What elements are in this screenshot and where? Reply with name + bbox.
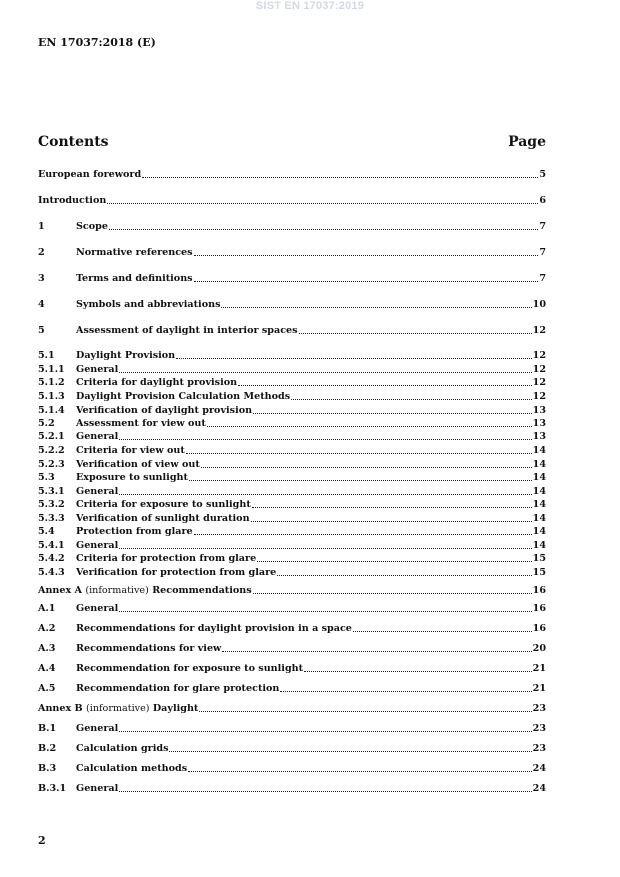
toc-entry-number: 5	[38, 325, 45, 336]
toc-entry-page: 20	[532, 643, 546, 654]
toc-entry[interactable]	[38, 524, 546, 537]
toc-entry-page: 14	[532, 513, 546, 524]
toc-entry-page: 10	[532, 299, 546, 310]
dot-leader	[277, 574, 531, 576]
toc-entry-page: 12	[532, 391, 546, 402]
toc-entry-page: 12	[532, 325, 546, 336]
toc-entry-title: Recommendations for view	[76, 643, 222, 654]
toc-entry[interactable]	[38, 403, 546, 416]
toc-entry-title: Verification of sunlight duration	[76, 513, 250, 524]
toc-entry-title: General	[76, 540, 119, 551]
watermark: SIST EN 17037:2019	[255, 0, 365, 12]
toc-entry-title: Scope	[76, 221, 108, 232]
toc-entry[interactable]	[38, 443, 546, 456]
dot-leader	[194, 254, 539, 256]
dot-leader	[238, 384, 532, 386]
toc-entry-page: 13	[532, 405, 546, 416]
toc-entry-title: Verification of view out	[76, 459, 200, 470]
dot-leader	[353, 630, 532, 632]
toc-entry-title: Assessment of daylight in interior spaces	[76, 325, 298, 336]
toc-entry-page: 24	[532, 783, 546, 794]
toc-entry-number: 2	[38, 247, 45, 258]
toc-entry-page: 7	[539, 247, 546, 258]
dot-leader	[119, 371, 531, 373]
toc-entry-title: Verification for protection from glare	[76, 567, 277, 578]
dot-leader	[280, 690, 531, 692]
toc-entry-page: 13	[532, 431, 546, 442]
toc-entry-title	[38, 703, 198, 714]
toc-entry[interactable]	[38, 389, 546, 402]
toc-entry-number: B.3.1	[38, 783, 67, 794]
toc-entry-page: 23	[532, 743, 546, 754]
toc-entry-number: 5.1.2	[38, 377, 65, 388]
toc-entry-number: 3	[38, 273, 45, 284]
toc-entry-title: Recommendation for exposure to sunlight	[76, 663, 304, 674]
toc-entry-page: 14	[532, 472, 546, 483]
dot-leader	[119, 438, 531, 440]
toc-entry-title: Calculation methods	[76, 763, 188, 774]
toc-entry[interactable]	[38, 429, 546, 442]
toc-entry-page: 12	[532, 364, 546, 375]
toc-entry-page: 5	[539, 169, 546, 180]
toc-entry-title: Criteria for exposure to sunlight	[76, 499, 251, 510]
dot-leader	[201, 466, 532, 468]
dot-leader	[176, 357, 531, 359]
toc-entry[interactable]	[38, 538, 546, 551]
toc-entry-number: A.3	[38, 643, 56, 654]
contents-title: Contents	[38, 134, 109, 150]
toc-entry-page: 12	[532, 350, 546, 361]
toc-entry-title: Normative references	[76, 247, 193, 258]
toc-entry-number: 5.1.4	[38, 405, 65, 416]
toc-entry-number: 5.4.3	[38, 567, 65, 578]
dot-leader	[142, 176, 538, 178]
toc-entry-page: 16	[532, 585, 546, 596]
dot-leader	[186, 452, 532, 454]
toc-entry[interactable]	[38, 583, 546, 596]
annex-informative-label: (informative)	[86, 703, 150, 714]
toc-entry-title: Daylight Provision Calculation Methods	[76, 391, 291, 402]
dot-leader	[107, 202, 538, 204]
dot-leader	[291, 398, 532, 400]
toc-entry-page: 14	[532, 445, 546, 456]
toc-entry[interactable]	[38, 362, 546, 375]
toc-entry-number: B.1	[38, 723, 57, 734]
dot-leader	[252, 506, 532, 508]
toc-entry-number: 5.3.2	[38, 499, 65, 510]
toc-entry-title: Verification of daylight provision	[76, 405, 253, 416]
dot-leader	[189, 479, 532, 481]
toc-entry-number: 5.2.1	[38, 431, 65, 442]
toc-entry-number: 5.1	[38, 350, 55, 361]
toc-entry[interactable]	[38, 375, 546, 388]
toc-entry-number: 5.3.1	[38, 486, 65, 497]
toc-entry[interactable]	[38, 681, 546, 694]
dot-leader	[119, 730, 531, 732]
dot-leader	[194, 280, 539, 282]
toc-entry-number: 5.3	[38, 472, 55, 483]
dot-leader	[199, 710, 531, 712]
toc-entry-title: General	[76, 486, 119, 497]
toc-entry[interactable]	[38, 497, 546, 510]
toc-entry-number: 5.2.3	[38, 459, 65, 470]
toc-entry-page: 21	[532, 683, 546, 694]
toc-entry-page: 6	[539, 195, 546, 206]
toc-entry-title	[38, 585, 252, 596]
toc-entry-number: B.3	[38, 763, 57, 774]
toc-entry-title: Criteria for daylight provision	[76, 377, 238, 388]
toc-entry[interactable]	[38, 245, 546, 258]
toc-entry-number: 5.4	[38, 526, 55, 537]
toc-entry-page: 13	[532, 418, 546, 429]
dot-leader	[257, 560, 531, 562]
toc-entry-title: Calculation grids	[76, 743, 169, 754]
annex-label: Annex B	[38, 703, 83, 714]
toc-entry-title: General	[76, 364, 119, 375]
toc-entry-number: A.1	[38, 603, 56, 614]
toc-entry-number: A.2	[38, 623, 56, 634]
dot-leader	[221, 306, 531, 308]
toc-entry[interactable]	[38, 601, 546, 614]
toc-entry[interactable]	[38, 721, 546, 734]
dot-leader	[222, 650, 531, 652]
toc-entry[interactable]	[38, 484, 546, 497]
toc-entry-page: 21	[532, 663, 546, 674]
toc-entry-page: 7	[539, 273, 546, 284]
toc-entry-page: 14	[532, 540, 546, 551]
toc-entry[interactable]	[38, 741, 546, 754]
dot-leader	[188, 770, 532, 772]
dot-leader	[194, 533, 532, 535]
document-id: EN 17037:2018 (E)	[38, 36, 156, 49]
toc-entry-title: Protection from glare	[76, 526, 193, 537]
page-number: 2	[38, 834, 46, 847]
toc-entry-title: Recommendations for daylight provision in a space	[76, 623, 352, 634]
toc-entry[interactable]	[38, 621, 546, 634]
dot-leader	[119, 493, 531, 495]
annex-label: Annex A	[38, 585, 83, 596]
toc-entry[interactable]	[38, 701, 546, 714]
toc-entry-title: General	[76, 723, 119, 734]
toc-entry-title: Daylight Provision	[76, 350, 176, 361]
toc-entry-page: 14	[532, 459, 546, 470]
toc-entry[interactable]	[38, 348, 546, 361]
toc-entry-number: B.2	[38, 743, 57, 754]
toc-entry-number: 1	[38, 221, 45, 232]
dot-leader	[207, 425, 532, 427]
page-column-label: Page	[508, 134, 546, 150]
toc-entry-title: European foreword	[38, 169, 142, 180]
toc-entry-title: Exposure to sunlight	[76, 472, 188, 483]
dot-leader	[119, 547, 531, 549]
toc-entry[interactable]	[38, 511, 546, 524]
toc-entry-page: 16	[532, 623, 546, 634]
toc-entry-title: General	[76, 603, 119, 614]
toc-entry-page: 14	[532, 486, 546, 497]
contents-header	[38, 134, 546, 150]
dot-leader	[251, 520, 532, 522]
toc-entry-page: 15	[532, 553, 546, 564]
toc-entry[interactable]	[38, 323, 546, 336]
toc-entry-page: 14	[532, 499, 546, 510]
toc-entry-page: 12	[532, 377, 546, 388]
toc-entry[interactable]	[38, 297, 546, 310]
toc-entry[interactable]	[38, 193, 546, 206]
toc-entry-page: 14	[532, 526, 546, 537]
toc-entry[interactable]	[38, 781, 546, 794]
toc-entry[interactable]	[38, 565, 546, 578]
dot-leader	[109, 228, 538, 230]
toc-entry[interactable]	[38, 761, 546, 774]
toc-entry-page: 23	[532, 703, 546, 714]
annex-title: Daylight	[152, 703, 199, 714]
toc-entry-title: Criteria for protection from glare	[76, 553, 257, 564]
dot-leader	[119, 790, 531, 792]
annex-informative-label: (informative)	[85, 585, 149, 596]
toc-entry-number: 4	[38, 299, 45, 310]
toc-entry[interactable]	[38, 416, 546, 429]
toc-entry[interactable]	[38, 641, 546, 654]
toc-entry[interactable]	[38, 661, 546, 674]
toc-entry[interactable]	[38, 271, 546, 284]
dot-leader	[299, 332, 532, 334]
toc-entry[interactable]	[38, 219, 546, 232]
dot-leader	[304, 670, 532, 672]
toc-entry-title: Introduction	[38, 195, 107, 206]
toc-entry-title: General	[76, 431, 119, 442]
dot-leader	[169, 750, 531, 752]
toc-entry-title: General	[76, 783, 119, 794]
toc-entry-number: 5.1.1	[38, 364, 65, 375]
toc-entry[interactable]	[38, 470, 546, 483]
toc-entry-number: 5.2.2	[38, 445, 65, 456]
dot-leader	[253, 592, 532, 594]
annex-title: Recommendations	[152, 585, 252, 596]
toc-entry-page: 15	[532, 567, 546, 578]
toc-entry-number: 5.3.3	[38, 513, 65, 524]
toc-entry-title: Recommendation for glare protection	[76, 683, 280, 694]
toc-entry[interactable]	[38, 551, 546, 564]
toc-entry-page: 24	[532, 763, 546, 774]
toc-entry-number: 5.1.3	[38, 391, 65, 402]
toc-entry-page: 7	[539, 221, 546, 232]
dot-leader	[119, 610, 531, 612]
toc-entry-number: A.4	[38, 663, 56, 674]
toc-entry-page: 16	[532, 603, 546, 614]
toc-entry[interactable]	[38, 457, 546, 470]
toc-entry-title: Symbols and abbreviations	[76, 299, 221, 310]
toc-entry-title: Terms and definitions	[76, 273, 193, 284]
toc-entry-number: 5.2	[38, 418, 55, 429]
toc-entry-number: 5.4.1	[38, 540, 65, 551]
toc-entry[interactable]	[38, 167, 546, 180]
toc-entry-page: 23	[532, 723, 546, 734]
toc-entry-title: Criteria for view out	[76, 445, 185, 456]
toc-entry-number: A.5	[38, 683, 56, 694]
toc-entry-title: Assessment for view out	[76, 418, 206, 429]
dot-leader	[253, 412, 532, 414]
toc-entry-number: 5.4.2	[38, 553, 65, 564]
